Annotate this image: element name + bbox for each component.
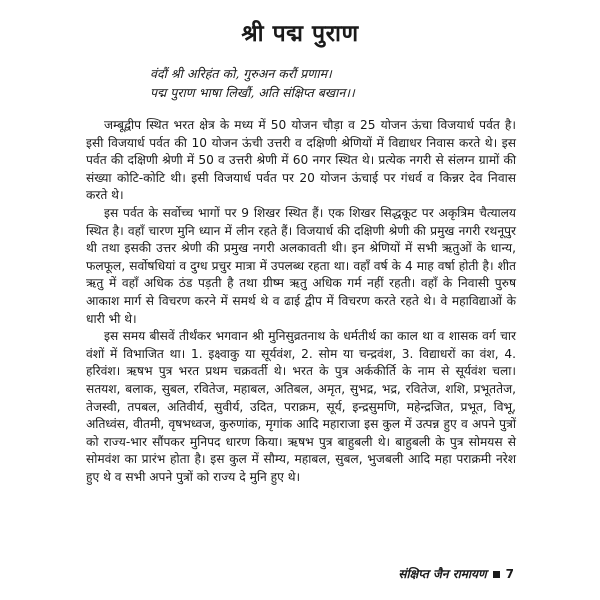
page-title: श्री पद्म पुराण: [241, 21, 359, 47]
page-footer: [398, 565, 514, 582]
body-text: [86, 117, 516, 486]
page-number: 7: [505, 567, 514, 581]
paragraph: इस समय बीसवें तीर्थंकर भगवान श्री मुनिसुव्रतनाथ के धर्मतीर्थ का काल था व शासक वर्ग चार वंशों में विभाजित था। 1. इक्ष्वाकु या सूर्यवंश, 2. सोम या चन्द्रवंश, 3. विद्याधरों का वंश, 4. हरिवंश। ऋषभ पुत्र भरत प्रथम चक्रवर्ती थे। भरत के पुत्र अर्ककीर्ति के नाम से सूर्यवंश चला। सतयश, बलाक, सुबल, रवितेज, महाबल, अतिबल, अमृत, सुभद्र, भद्र, रवितेज, शशि, प्रभूततेज, तेजस्वी, तपबल, अतिवीर्य, सुवीर्य, उदित, पराक्रम, सूर्य, इन्द्रसुमणि, महेन्द्रजित, प्रभूत, विभू, अतिध्वंस, वीतमी, वृषभध्वज, कुरुणांक, मृगांक आदि महाराजा इस कुल में उत्पन्न हुए व अपने पुत्रों को राज्य-भार सौंपकर मुनिपद धारण किया। ऋषभ पुत्र बाहुबली थे। बाहुबली के पुत्र सोमयस से सोमवंश का प्रारंभ होता है। इस कुल में सौम्य, महाबल, सुबल, भुजबली आदि महा पराक्रमी नरेश हुए थे व सभी अपने पुत्रों को राज्य दे मुनि हुए थे।: [86, 329, 516, 484]
paragraph: जम्बूद्वीप स्थित भरत क्षेत्र के मध्य में 50 योजन चौड़ा व 25 योजन ऊंचा विजयार्ध पर्वत है। इसी विजयार्ध पर्वत की 10 योजन ऊंची उत्तरी व दक्षिणी श्रेणियों में विद्याधर निवास करते थे। इस पर्वत की दक्षिणी श्रेणी में 50 व उत्तरी श्रेणी में 60 नगर स्थित थे। प्रत्येक नगरी से संलग्न ग्रामों की संख्या कोटि-कोटि थी। इसी विजयार्ध पर्वत पर 20 योजन ऊंचाई पर गंधर्व व किन्नर देव निवास करते थे।: [86, 118, 516, 203]
paragraph: इस पर्वत के सर्वोच्च भागों पर 9 शिखर स्थित हैं। एक शिखर सिद्धकूट पर अकृत्रिम चैत्यालय स्थित है। वहाँ चारण मुनि ध्यान में लीन रहते हैं। विजयार्ध की दक्षिणी श्रेणी की प्रमुख नगरी रथनूपुर थी तथा इसकी उत्तर श्रेणी की प्रमुख नगरी अलकावती थी। इन श्रेणियों में सभी ऋतुओं के धान्य, फलफूल, सर्वोषधियां व दुग्ध प्रचुर मात्रा में उपलब्ध रहता था। वहाँ वर्ष के 4 माह वर्षा होती है। शीत ऋतु में वहाँ अधिक ठंड पड़ती है तथा ग्रीष्म ऋतु अधिक गर्म नहीं रहती। वहाँ के निवासी पुरुष आकाश मार्ग से विचरण करने में समर्थ थे व ढाई द्वीप में विचरण करते रहते थे। वे महाविद्याओं के धारी भी थे।: [86, 205, 516, 326]
square-bullet-icon: [493, 571, 500, 578]
footer-book-title: संक्षिप्त जैन रामायण: [398, 567, 487, 581]
verse-line: पद्म पुराण भाषा लिखौं, अति संक्षिप्त बखान।।: [150, 85, 355, 100]
opening-verse: [150, 64, 560, 102]
verse-line: वंदौं श्री अरिहंत को, गुरुअन करौं प्रणाम।: [150, 66, 332, 81]
